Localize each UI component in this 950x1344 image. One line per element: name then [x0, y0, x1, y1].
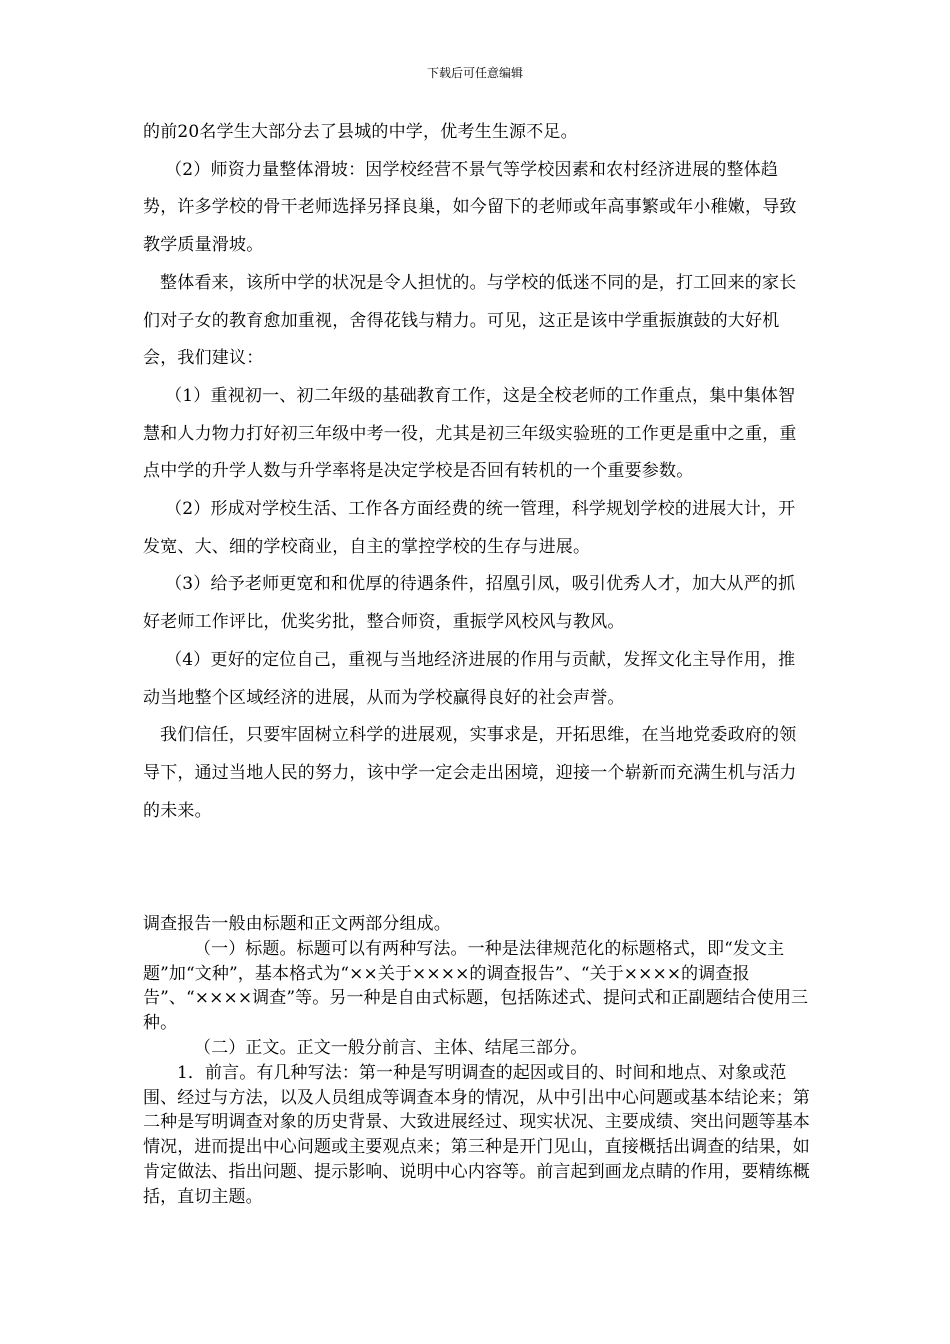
paragraph-suggestion-1: （1）重视初一、初二年级的基础教育工作，这是全校老师的工作重点，集中集体智慧和人力物力打好初三年级中考一役，尤其是初三年级实验班的工作更是重中之重，重点中学的升学人数与升学率将是决定学校是否回有转机的一个重要参数。	[143, 385, 797, 482]
appendix-preface: 1．前言。有几种写法：第一种是写明调查的起因或目的、时间和地点、对象或范围、经过与方法，以及人员组成等调查本身的情况，从中引出中心问题或基本结论来；第二种是写明调查对象的历史背景、大致进展经过、现实状况、主要成绩、突出问题等基本情况，进而提出中心问题或主要观点来；第三种是开门见山，直接概括出调查的结果，如肯定做法、指出问题、提示影响、说明中心内容等。前言起到画龙点睛的作用，要精练概括，直切主题。	[143, 1062, 810, 1207]
paragraph-suggestion-2: （2）形成对学校生活、工作各方面经费的统一管理，科学规划学校的进展大计，开发宽、大、细的学校商业，自主的掌控学校的生存与进展。	[143, 499, 796, 557]
appendix-text	[143, 912, 813, 1210]
paragraph-continuation: 的前20名学生大部分去了县城的中学，优考生生源不足。	[143, 122, 578, 142]
appendix-title-section: （一）标题。标题可以有两种写法。一种是法律规范化的标题格式，即“发文主题”加“文种”，基本格式为“××关于××××的调查报告”、“关于××××的调查报告”、“××××调查”等。另一种是自由式标题，包括陈述式、提问式和正副题结合使用三种。	[143, 938, 809, 1034]
page-header: 下载后可任意编辑	[426, 66, 523, 80]
main-text	[143, 114, 809, 830]
paragraph-conclusion: 我们信任，只要牢固树立科学的进展观，实事求是，开拓思维，在当地党委政府的领导下，通过当地人民的努力，该中学一定会走出困境，迎接一个崭新而充满生机与活力的未来。	[143, 725, 797, 821]
paragraph-overall-view: 整体看来，该所中学的状况是令人担忧的。与学校的低迷不同的是，打工回来的家长们对子女的教育愈加重视，舍得花钱与精力。可见，这正是该中学重振旗鼓的大好机会，我们建议：	[143, 272, 797, 369]
paragraph-suggestion-4: （4）更好的定位自己，重视与当地经济进展的作用与贡献，发挥文化主导作用，推动当地整个区域经济的进展，从而为学校赢得良好的社会声誉。	[143, 649, 796, 708]
paragraph-teacher-decline: （2）师资力量整体滑坡：因学校经营不景气等学校因素和农村经济进展的整体趋势，许多学校的骨干老师选择另择良巢，如今留下的老师或年高事繁或年小稚嫩，导致教学质量滑坡。	[143, 159, 797, 256]
appendix-body-section: （二）正文。正文一般分前言、主体、结尾三部分。	[194, 1037, 588, 1058]
paragraph-suggestion-3: （3）给予老师更宽和和优厚的待遇条件，招凰引凤，吸引优秀人才，加大从严的抓好老师工作评比，优奖劣批，整合师资，重振学风校风与教风。	[143, 574, 796, 633]
appendix-intro: 调查报告一般由标题和正文两部分组成。	[143, 914, 451, 934]
